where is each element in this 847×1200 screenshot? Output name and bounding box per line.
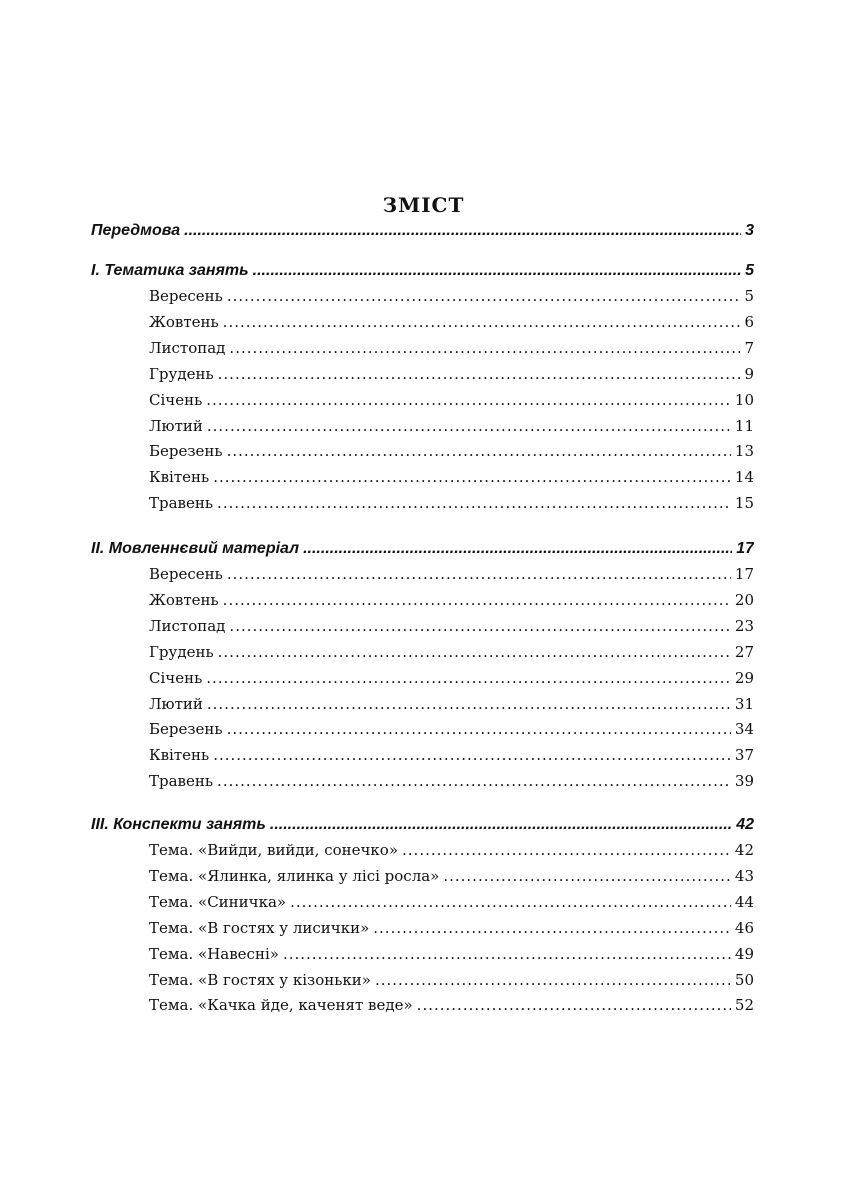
dot-leader	[206, 391, 731, 409]
toc-entry-label: Жовтень	[149, 590, 219, 609]
toc-entry-page-number: 29	[734, 668, 754, 687]
dot-leader	[283, 945, 731, 963]
toc-entry[interactable]	[149, 867, 754, 885]
toc-entry-page-number: 37	[734, 746, 754, 765]
toc-entry-label: Лютий	[149, 416, 203, 435]
toc-section[interactable]	[91, 540, 754, 558]
toc-section-page-number: 42	[736, 816, 754, 833]
dot-leader	[290, 893, 731, 911]
dot-leader	[218, 643, 731, 661]
toc-section-label: ІІІ. Конспекти занять	[91, 816, 266, 833]
toc-entry[interactable]	[149, 893, 754, 911]
toc-entry[interactable]	[149, 591, 754, 609]
toc-entry-label: Тема. «В гостях у лисички»	[149, 918, 370, 937]
toc-entry-page-number: 27	[734, 642, 754, 661]
toc-entry-page-number: 15	[734, 494, 754, 513]
toc-entry[interactable]	[149, 391, 754, 409]
toc-entry[interactable]	[149, 643, 754, 661]
toc-entry-label: Травень	[149, 772, 214, 791]
dot-leader	[229, 617, 730, 635]
toc-entry-page-number: 52	[734, 996, 754, 1015]
toc-section-label: ІІ. Мовленнєвий матеріал	[91, 540, 300, 557]
toc-entry-page-number: 13	[734, 442, 754, 461]
toc-section-label: І. Тематика занять	[91, 262, 249, 279]
toc-entry-label: Квітень	[149, 746, 210, 765]
toc-entry-label: Грудень	[149, 364, 214, 383]
toc-entry-label: Вересень	[149, 287, 223, 305]
toc-entry[interactable]	[149, 494, 754, 512]
toc-entry[interactable]	[149, 468, 754, 486]
toc-entry-label: Січень	[149, 668, 203, 687]
dot-leader	[213, 468, 731, 486]
toc-entry-label: Березень	[149, 720, 223, 739]
toc-entry-page-number: 7	[744, 338, 754, 357]
toc-entry-label: Тема. «Навесні»	[149, 944, 279, 963]
toc-entry-page-number: 39	[734, 772, 754, 791]
toc-entry-page-number: 43	[734, 866, 754, 885]
toc-entry-label: Жовтень	[149, 312, 219, 331]
toc-entry[interactable]	[149, 313, 754, 331]
dot-leader	[223, 313, 741, 331]
toc-entry-label: Тема. «В гостях у кізоньки»	[149, 970, 371, 989]
toc-entry-label: Листопад	[149, 338, 226, 357]
dot-leader	[303, 540, 732, 558]
toc-section[interactable]	[91, 262, 754, 280]
toc-entry[interactable]	[149, 442, 754, 460]
toc-entry[interactable]	[149, 919, 754, 937]
toc-entry[interactable]	[149, 617, 754, 635]
toc-entry-page-number: 10	[734, 390, 754, 409]
toc-entry-label: Тема. «Ялинка, ялинка у лісі росла»	[149, 866, 440, 885]
toc-entry-label: Травень	[149, 494, 214, 513]
toc-entry[interactable]	[149, 841, 754, 859]
dot-leader	[375, 971, 731, 989]
toc-entry[interactable]	[149, 945, 754, 963]
toc-section[interactable]	[91, 816, 754, 834]
dot-leader	[402, 841, 731, 859]
page-title: ЗМІСТ	[382, 193, 465, 217]
toc-entry-label: Грудень	[149, 642, 214, 661]
toc-entry[interactable]	[149, 720, 754, 738]
dot-leader	[213, 746, 731, 764]
dot-leader	[270, 816, 732, 834]
dot-leader	[218, 365, 741, 383]
toc-section-page-number: 17	[736, 540, 754, 557]
dot-leader	[227, 287, 741, 305]
dot-leader	[207, 695, 731, 713]
dot-leader	[227, 720, 731, 738]
toc-entry-label: Листопад	[149, 616, 226, 635]
dot-leader	[184, 222, 741, 240]
toc-entry-page-number: 6	[744, 312, 754, 331]
toc-entry-page-number: 42	[734, 841, 754, 859]
toc-entry[interactable]	[149, 565, 754, 583]
toc-entry-page-number: 5	[744, 287, 754, 305]
dot-leader	[229, 339, 740, 357]
toc-entry-page-number: 14	[734, 468, 754, 487]
toc-section-page-number: 5	[745, 262, 754, 279]
toc-entry[interactable]	[149, 339, 754, 357]
toc-entry[interactable]	[149, 772, 754, 790]
toc-entry-label: Тема. «Качка йде, каченят веде»	[149, 996, 413, 1015]
dot-leader	[223, 591, 731, 609]
toc-section-label: Передмова	[91, 222, 181, 239]
toc-entry[interactable]	[149, 669, 754, 687]
toc-entry-label: Лютий	[149, 694, 203, 713]
toc-section-page-number: 3	[745, 222, 754, 239]
toc-entry-label: Січень	[149, 390, 203, 409]
toc-entry-label: Тема. «Вийди, вийди, сонечко»	[149, 841, 399, 859]
toc-entry-page-number: 44	[734, 892, 754, 911]
dot-leader	[217, 772, 731, 790]
toc-entry-label: Тема. «Синичка»	[149, 892, 287, 911]
toc-entry-page-number: 23	[734, 616, 754, 635]
dot-leader	[227, 442, 731, 460]
toc-entry-label: Березень	[149, 442, 223, 461]
dot-leader	[373, 919, 731, 937]
toc-entry[interactable]	[149, 695, 754, 713]
dot-leader	[443, 867, 731, 885]
dot-leader	[227, 565, 731, 583]
dot-leader	[417, 996, 731, 1014]
toc-entry-page-number: 49	[734, 944, 754, 963]
toc-entry[interactable]	[149, 417, 754, 435]
toc-entry-page-number: 34	[734, 720, 754, 739]
toc-entry-page-number: 20	[734, 590, 754, 609]
toc-entry-page-number: 50	[734, 970, 754, 989]
toc-entry[interactable]	[149, 287, 754, 305]
toc-entry-page-number: 31	[734, 694, 754, 713]
toc-entry[interactable]	[149, 746, 754, 764]
dot-leader	[207, 417, 731, 435]
toc-entry-label: Квітень	[149, 468, 210, 487]
toc-entry-page-number: 46	[734, 918, 754, 937]
toc-section[interactable]	[91, 222, 754, 240]
dot-leader	[206, 669, 731, 687]
dot-leader	[253, 262, 741, 280]
toc-entry-label: Вересень	[149, 565, 223, 583]
dot-leader	[217, 494, 731, 512]
toc-entry-page-number: 11	[734, 416, 754, 435]
toc-entry[interactable]	[149, 365, 754, 383]
toc-entry[interactable]	[149, 971, 754, 989]
toc-entry-page-number: 9	[744, 364, 754, 383]
toc-entry[interactable]	[149, 996, 754, 1014]
toc-entry-page-number: 17	[734, 565, 754, 583]
